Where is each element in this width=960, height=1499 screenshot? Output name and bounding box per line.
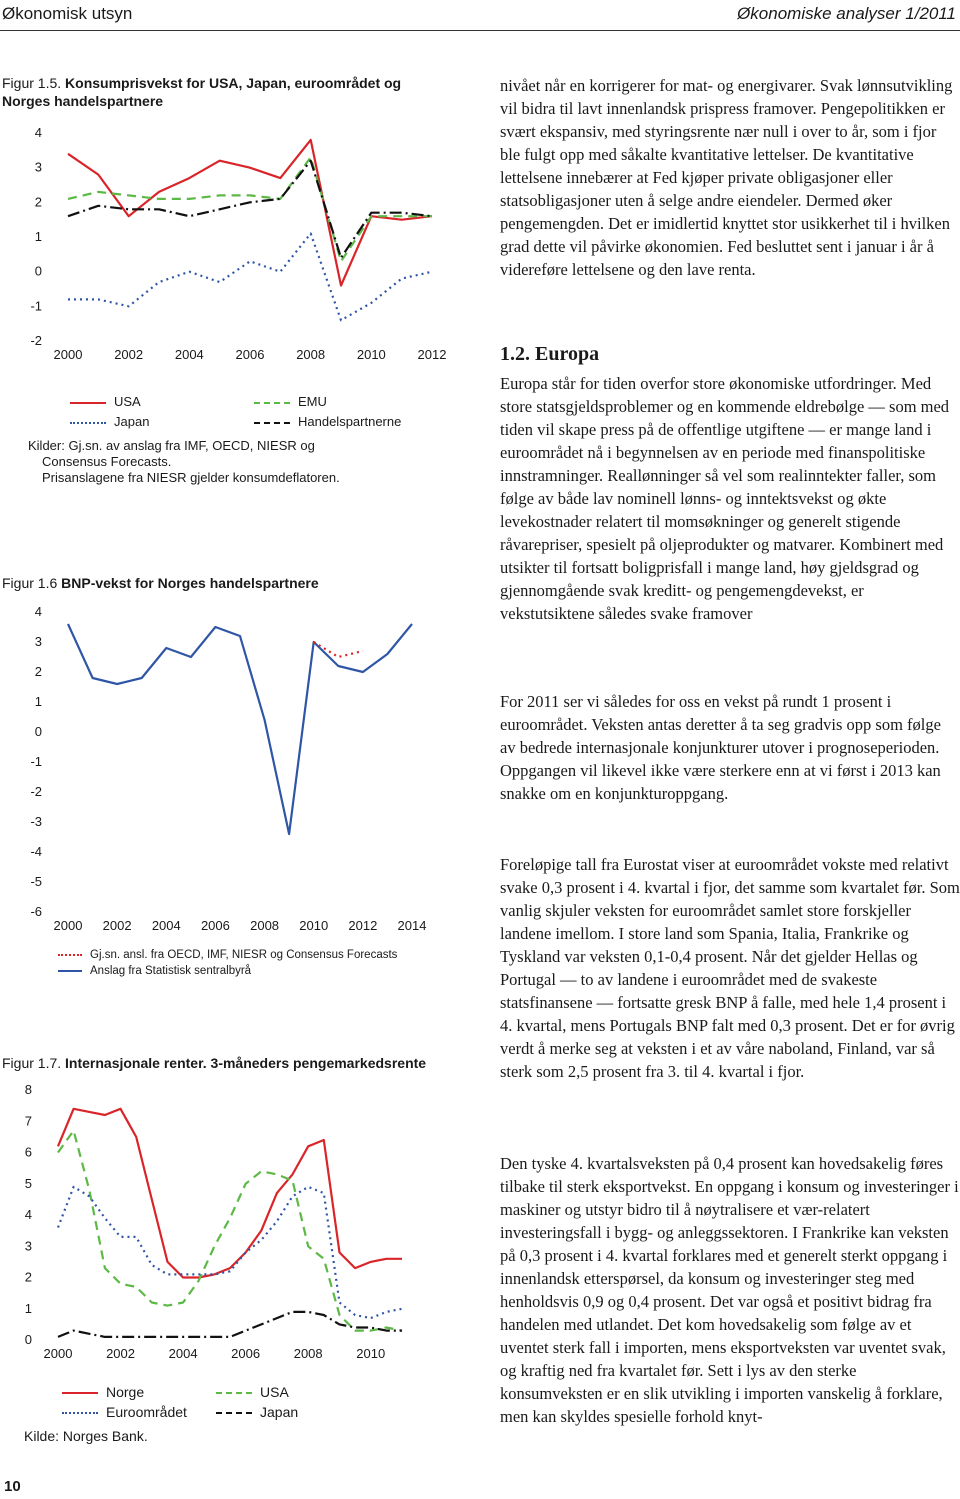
x-tick-label: 2008 [250, 918, 280, 933]
y-tick-label: 2 [34, 664, 42, 679]
x-tick-label: 2002 [106, 1346, 136, 1361]
paragraph-europa-1: Europa står for tiden overfor store økonomiske utfordringer. Med store statsgjeldsproblemer og en kommende eldrebølge — som med tiden vil skape press på de offentlige utgiftene — er mange land i euroområdet nå i begynnelsen av en periode med finanspolitiske innstramninger. Reallønninger så vel som realinntekter faller, som følge av både lav nominell lønns- og inntektsvekst og økte levekostnader relatert til momsøkninger og generelt stigende råvarepriser, spesielt på oljeprodukter og matvarer. Kombinert med utsikter til fortsatt boligprisfall i mange land, høy gjeldsgrad og gjennomgående svak kreditt- og pengemengdevekst, er vekstutsiktene således svake framover [500, 374, 950, 623]
section-title: 1.2. Europa [500, 343, 600, 365]
fig16-caption-title: BNP-vekst for Norges handelspartnere [61, 575, 319, 591]
y-tick-label: 2 [24, 1269, 32, 1285]
legend-item-ssb [58, 965, 251, 977]
fig15-source [28, 438, 340, 486]
legend-item-japan17 [216, 1404, 298, 1420]
y-tick-label: -2 [30, 333, 42, 348]
series-line-anslag-fra-statistisk-sentralbyr [68, 624, 412, 834]
fig16-legend [58, 949, 458, 983]
x-tick-label: 2002 [102, 918, 132, 933]
series-line-japan [68, 234, 432, 321]
series-line-euroomr-det [58, 1187, 402, 1318]
x-tick-label: 2010 [299, 918, 329, 933]
paragraph-europa-3: Foreløpige tall fra Eurostat viser at euroområdet vokste med relativt svake 0,3 prosent i 4. kvartal i fjor, det samme som kvartalet før. Som vanlig skjuler veksten for euroområdet samlet store forskjeller landene imellom. I store land som Spania, Italia, Frankrike og Tyskland var veksten 0,1-0,4 prosent. Når det gjelder Hellas og Portugal — to av landene i euroområdet med de svakeste statsfinansene — fortsatte gresk BNP å falle, med hele 1,4 prosent i 4. kvartal, mens Portugals BNP falt med 0,3 prosent. Det er for øvrig verdt å merke seg at veksten i et av våre naboland, Finland, var så sterk som 2,5 prosent fra 3. til 4. kvartal i fjor. [500, 855, 960, 1081]
legend-swatch-japan [70, 422, 106, 424]
header-left: Økonomisk utsyn [2, 4, 133, 23]
y-tick-label: -4 [30, 844, 42, 859]
fig16-caption [2, 574, 442, 592]
fig17-caption [2, 1054, 472, 1072]
legend-item-partners [254, 414, 401, 429]
x-tick-label: 2000 [53, 918, 83, 933]
y-tick-label: 1 [34, 694, 42, 709]
x-tick-label: 2008 [293, 1346, 323, 1361]
legend-swatch-japan17 [216, 1412, 252, 1414]
header-rule [0, 30, 960, 31]
legend-swatch-forecast [58, 954, 82, 956]
fig17-caption-title: Internasjonale renter. 3-måneders pengemarkedsrente [65, 1055, 427, 1071]
legend-label-usa: USA [114, 394, 141, 409]
y-tick-label: 1 [34, 229, 42, 244]
fig15-chart [0, 115, 450, 385]
y-tick-label: 0 [34, 263, 42, 279]
x-tick-label: 2000 [43, 1346, 73, 1361]
y-tick-label: -1 [30, 754, 42, 769]
y-tick-label: -1 [30, 298, 42, 314]
legend-label-euro: Euroområdet [106, 1404, 187, 1420]
text-column-eurostat [500, 853, 960, 1097]
x-tick-label: 2012 [417, 347, 447, 362]
legend-label-forecast: Gj.sn. ansl. fra OECD, IMF, NIESR og Consensus Forecasts [90, 949, 398, 961]
x-tick-label: 2004 [151, 918, 181, 933]
text-column-top [500, 74, 960, 295]
legend-swatch-partners [254, 422, 290, 424]
y-tick-label: -3 [30, 814, 42, 829]
legend-swatch-usa [70, 402, 106, 404]
series-line-usa [58, 1131, 402, 1331]
x-tick-label: 2012 [348, 918, 378, 933]
y-tick-label: 5 [24, 1175, 32, 1191]
text-column-2011 [500, 690, 960, 819]
y-tick-label: -5 [30, 874, 42, 889]
legend-label-japan: Japan [114, 414, 150, 429]
legend-label-partners: Handelspartnerne [298, 414, 402, 429]
legend-label-japan17: Japan [260, 1404, 299, 1420]
fig17-source: Kilde: Norges Bank. [24, 1428, 148, 1444]
legend-label-norge: Norge [106, 1384, 145, 1400]
legend-label-emu: EMU [298, 394, 327, 409]
y-tick-label: 1 [24, 1300, 32, 1316]
legend-item-usa17 [216, 1384, 289, 1400]
legend-item-norge [62, 1384, 144, 1400]
legend-item-emu [254, 394, 327, 409]
fig17-legend [62, 1384, 382, 1424]
y-tick-label: 2 [34, 194, 42, 210]
fig16-chart [0, 596, 450, 940]
y-tick-label: 7 [24, 1113, 32, 1129]
y-tick-label: 3 [34, 159, 42, 175]
y-tick-label: 3 [24, 1238, 32, 1254]
y-tick-label: 0 [24, 1332, 32, 1347]
x-tick-label: 2006 [200, 918, 230, 933]
x-tick-label: 2010 [356, 1346, 386, 1361]
x-tick-label: 2014 [397, 918, 427, 933]
x-tick-label: 2010 [356, 347, 386, 362]
page-header [0, 0, 960, 40]
header-right: Økonomiske analyser 1/2011 [737, 4, 956, 23]
legend-label-ssb: Anslag fra Statistisk sentralbyrå [90, 965, 252, 977]
fig17-chart [0, 1076, 450, 1376]
y-tick-label: -2 [30, 784, 42, 799]
page-number: 10 [4, 1478, 21, 1495]
x-tick-label: 2002 [114, 347, 144, 362]
x-tick-label: 2008 [296, 347, 326, 362]
fig15-source-line-2: Consensus Forecasts. [42, 454, 172, 469]
fig15-caption-title: Konsumprisvekst for USA, Japan, euroområdet og Norges handelspartnere [2, 75, 402, 109]
text-column-europa [500, 372, 960, 639]
legend-swatch-emu [254, 402, 290, 404]
y-tick-label: 4 [34, 125, 42, 140]
legend-label-usa17: USA [260, 1384, 289, 1400]
legend-swatch-norge [62, 1392, 98, 1394]
fig16-caption-prefix: Figur 1.6 [2, 575, 58, 591]
text-column-germany [500, 1152, 960, 1442]
x-tick-label: 2006 [235, 347, 265, 362]
y-tick-label: -6 [30, 904, 42, 919]
y-tick-label: 4 [24, 1207, 32, 1222]
fig15-caption [2, 74, 442, 110]
legend-swatch-usa17 [216, 1392, 252, 1394]
legend-swatch-euro [62, 1412, 98, 1414]
x-tick-label: 2000 [53, 347, 83, 362]
legend-item-euro [62, 1404, 187, 1420]
y-tick-label: 0 [34, 724, 42, 739]
legend-item-forecast [58, 949, 397, 961]
paragraph-europa-4: Den tyske 4. kvartalsveksten på 0,4 prosent kan hovedsakelig føres tilbake til sterk eksportvekst. En oppgang i konsum og investeringer i maskiner og utstyr bidro til å nøytralisere et vær-relatert investeringsfall i bygg- og anleggssektoren. I Frankrike kan veksten på 0,3 prosent i 4. kvartal forklares med et generelt sterkt oppgang i innenlandsk etterspørsel, da konsum og investeringer steg med henholdsvis 0,9 og 0,4 prosent. Det var også et positivt bidrag fra handelen med utlandet. Det kom hovedsakelig som følge av et uventet sterk fall i importen, mens eksportveksten var uventet svak, og kraftig ned fra kvartalet før. Sett i lys av den sterke konsumveksten er en slik utvikling i importen vanskelig å forklare, men kan skyldes spesielle forhold knyt- [500, 1154, 959, 1426]
fig15-legend [70, 394, 450, 434]
legend-item-usa [70, 394, 141, 409]
y-tick-label: 6 [24, 1144, 32, 1160]
fig15-source-line-1: Kilder: Gj.sn. av anslag fra IMF, OECD, NIESR og [28, 438, 315, 453]
y-tick-label: 4 [34, 604, 42, 619]
x-tick-label: 2004 [174, 347, 204, 362]
y-tick-label: 8 [24, 1082, 32, 1097]
paragraph-intro: nivået når en korrigerer for mat- og energivarer. Svak lønnsutvikling vil bidra til lavt innenlandsk prispress framover. Pengepolitikken er svært ekspansiv, med styringsrente nær null i over to år, som i fjor ble fulgt opp med såkalte kvantitative lettelser. De kvantitative lettelsene innebærer at Fed kjøper private obligasjoner eller statsobligasjoner uten å selge andre eiendeler. Dermed øker pengemengden. Det er imidlertid knyttet stor usikkerhet til i hvilken grad dette vil påvirke økonomien. Fed besluttet sent i januar i år å videreføre lettelsene og den lave renta. [500, 76, 953, 279]
fig15-source-line-3: Prisanslagene fra NIESR gjelder konsumdeflatoren. [42, 470, 340, 485]
paragraph-europa-2: For 2011 ser vi således for oss en vekst på rundt 1 prosent i euroområdet. Veksten antas deretter å ta seg gradvis opp som følge av bedrede internasjonale konjunkturer utover i prognoseperioden. Oppgangen vil likevel ikke være sterkere enn at vi først i 2013 kan snakke om en konjunkturoppgang. [500, 692, 941, 803]
legend-swatch-ssb [58, 970, 82, 972]
legend-item-japan [70, 414, 149, 429]
series-line-norge [58, 1109, 402, 1278]
fig17-caption-prefix: Figur 1.7. [2, 1055, 62, 1071]
x-tick-label: 2004 [168, 1346, 198, 1361]
fig15-caption-prefix: Figur 1.5. [2, 75, 62, 91]
x-tick-label: 2006 [231, 1346, 261, 1361]
y-tick-label: 3 [34, 634, 42, 649]
